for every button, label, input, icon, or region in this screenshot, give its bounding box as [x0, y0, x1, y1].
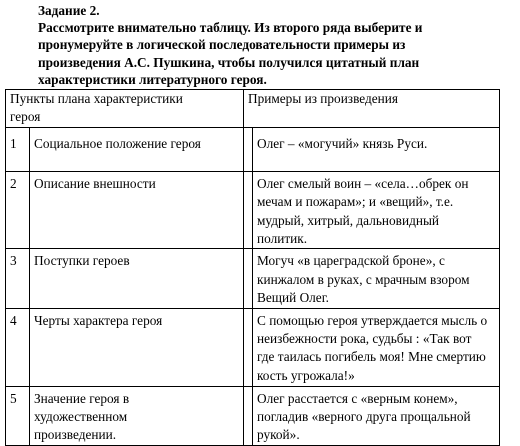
table-row	[6, 171, 500, 249]
row-number: 3	[6, 249, 30, 308]
task-line: пронумеруйте в логической последовательности примеры из	[38, 37, 406, 53]
example-line: политик.	[257, 231, 308, 247]
task-line: произведения А.С. Пушкина, чтобы получился цитатный план	[38, 54, 420, 70]
example-line: Олег смелый воин – «села…обрек он	[257, 175, 469, 191]
plan-item	[30, 308, 244, 386]
row-number: 4	[6, 308, 30, 386]
example-cell	[253, 171, 500, 249]
example-line: кинжалом в руках, с мрачным взором	[257, 271, 470, 287]
example-cell	[253, 127, 500, 171]
example-line: кость угрожала!»	[257, 367, 355, 383]
plan-item-line: произведении.	[34, 427, 117, 443]
example-line: мудрый, хитрый, дальновидный	[257, 212, 439, 228]
example-cell	[253, 249, 500, 308]
plan-item-line: Описание внешности	[34, 175, 156, 191]
plan-item	[30, 171, 244, 249]
spacer-cell	[244, 386, 253, 445]
table-header-row	[6, 90, 500, 128]
spacer-cell	[244, 171, 253, 249]
task-line: Рассмотрите внимательно таблицу. Из второго ряда выберите и	[38, 20, 423, 36]
example-cell	[253, 308, 500, 386]
example-line: погладив «верного друга прощальной	[257, 409, 471, 425]
example-line: где таилась погибель моя! Мне смертию	[257, 349, 486, 365]
example-line: Олег расстается с «верным конем»,	[257, 390, 458, 406]
task-line: характеристики литературного героя.	[38, 71, 267, 87]
row-number: 5	[6, 386, 30, 445]
example-line: Вещий Олег.	[257, 290, 329, 306]
plan-item-line: Поступки героев	[34, 253, 130, 269]
example-line: неизбежности рока, судьбы : «Так вот	[257, 331, 472, 347]
example-line: Олег – «могучий» князь Руси.	[257, 135, 428, 151]
row-number: 2	[6, 171, 30, 249]
plan-item-line: художественном	[34, 409, 128, 425]
plan-item-line: Социальное положение героя	[34, 135, 201, 151]
example-cell	[253, 386, 500, 445]
spacer-cell	[244, 127, 253, 171]
example-line: Могуч «в цареградской броне», с	[257, 253, 445, 269]
header-plan-points-line: Пункты плана характеристики	[10, 91, 183, 106]
plan-item	[30, 127, 244, 171]
plan-item-line: Черты характера героя	[34, 312, 163, 328]
task-heading: Задание 2.	[38, 3, 100, 18]
row-number: 1	[6, 127, 30, 171]
header-examples: Примеры из произведения	[244, 90, 500, 128]
example-line: мечам и пожарам»; и «вещий», т.е.	[257, 194, 454, 210]
task-text	[38, 2, 508, 88]
plan-item	[30, 249, 244, 308]
plan-item	[30, 386, 244, 445]
table-row	[6, 249, 500, 308]
example-line: С помощью героя утверждается мысль о	[257, 312, 488, 328]
plan-item-line: Значение героя в	[34, 390, 130, 406]
spacer-cell	[244, 308, 253, 386]
table-row	[6, 308, 500, 386]
spacer-cell	[244, 249, 253, 308]
example-line: рукой».	[257, 427, 300, 443]
header-plan-points-line: героя	[10, 109, 41, 125]
table-row	[6, 386, 500, 445]
header-plan-points	[6, 90, 244, 128]
plan-table	[5, 89, 500, 446]
table-row	[6, 127, 500, 171]
